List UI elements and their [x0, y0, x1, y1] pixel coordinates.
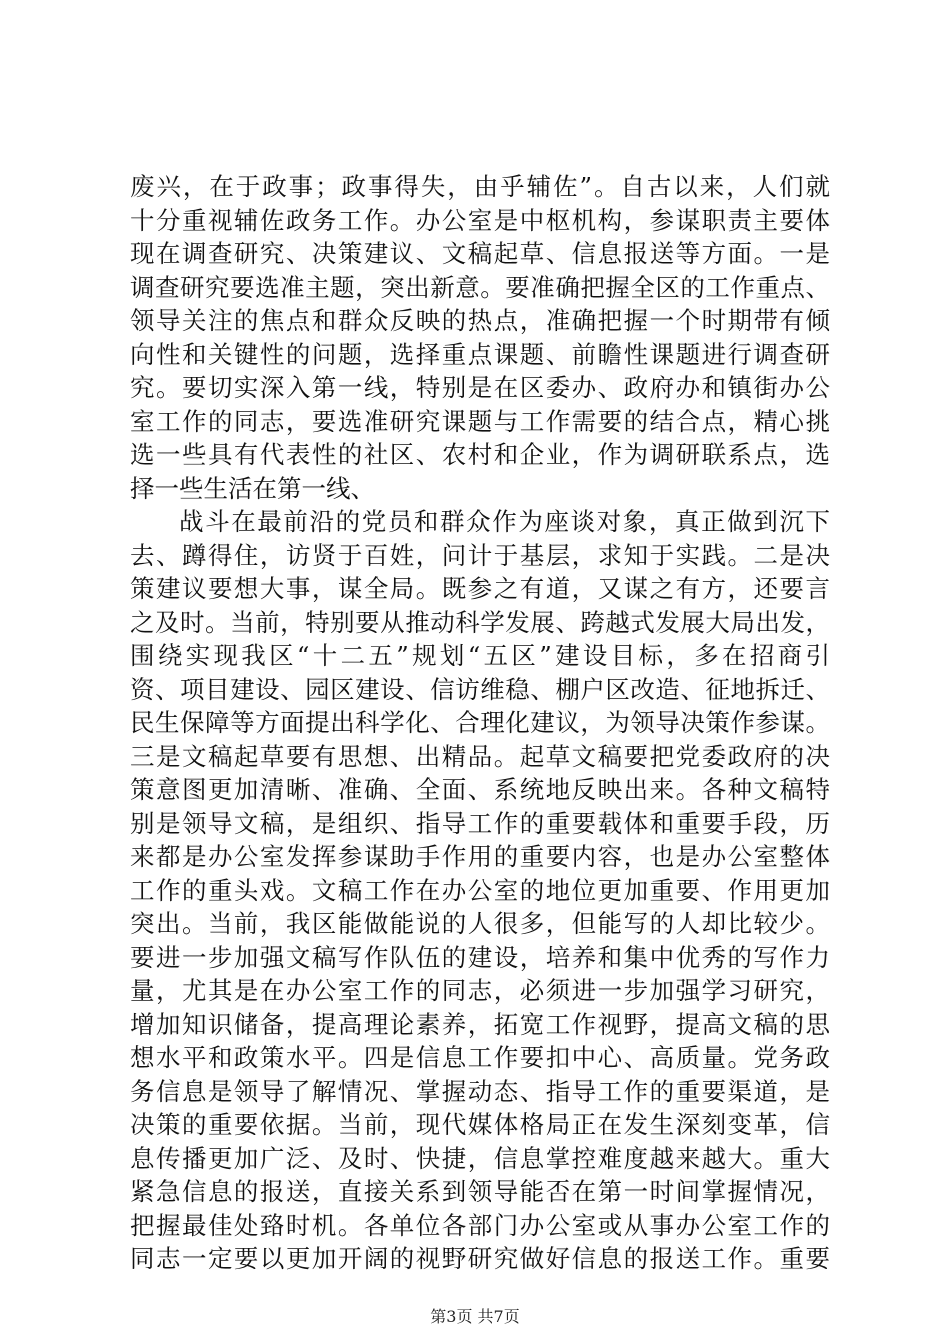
page-number-footer: 第3页 共7页	[430, 1307, 520, 1326]
text-line: 室工作的同志，要选准研究课题与工作需要的结合点，精心挑	[130, 406, 830, 436]
text-line: 领导关注的焦点和群众反映的热点，准确把握一个时期带有倾	[130, 306, 830, 335]
text-line: 息传播更加广泛、及时、快捷，信息掌控难度越来越大。重大	[130, 1143, 830, 1173]
text-line: 围绕实现我区“十二五”规划“五区”建设目标，多在招商引	[130, 641, 830, 670]
text-line: 民生保障等方面提出科学化、合理化建议，为领导决策作参谋。	[130, 708, 830, 737]
text-line: 务信息是领导了解情况、掌握动态、指导工作的重要渠道，是	[130, 1076, 830, 1106]
text-line: 来都是办公室发挥参谋助手作用的重要内容，也是办公室整体	[130, 842, 830, 871]
text-line: 把握最佳处臵时机。各单位各部门办公室或从事办公室工作的	[130, 1210, 830, 1240]
text-line: 策意图更加清晰、准确、全面、系统地反映出来。各种文稿特	[130, 775, 830, 804]
text-line: 选一些具有代表性的社区、农村和企业，作为调研联系点，选	[130, 440, 830, 469]
body-text	[130, 170, 830, 1276]
text-line: 三是文稿起草要有思想、出精品。起草文稿要把党委政府的决	[130, 741, 830, 771]
text-line: 之及时。当前，特别要从推动科学发展、跨越式发展大局出发，	[130, 607, 830, 637]
text-line: 想水平和政策水平。四是信息工作要扣中心、高质量。党务政	[130, 1043, 830, 1072]
text-line: 决策的重要依据。当前，现代媒体格局正在发生深刻变革，信	[130, 1110, 830, 1139]
text-line: 向性和关键性的问题，选择重点课题、前瞻性课题进行调查研	[130, 339, 830, 369]
text-line: 量，尤其是在办公室工作的同志，必须进一步加强学习研究，	[130, 976, 830, 1005]
text-line: 去、蹲得住，访贤于百姓，问计于基层，求知于实践。二是决	[130, 540, 830, 570]
paragraph-first-line: 战斗在最前沿的党员和群众作为座谈对象，真正做到沉下	[179, 507, 830, 536]
text-line: 要进一步加强文稿写作队伍的建设，培养和集中优秀的写作力	[130, 942, 830, 972]
text-line: 现在调查研究、决策建议、文稿起草、信息报送等方面。一是	[130, 239, 830, 268]
text-line: 突出。当前，我区能做能说的人很多，但能写的人却比较少。	[130, 909, 830, 938]
text-line: 资、项目建设、园区建设、信访维稳、棚户区改造、征地拆迁、	[130, 674, 830, 704]
text-line: 策建议要想大事，谋全局。既参之有道，又谋之有方，还要言	[130, 574, 830, 603]
text-line: 择一些生活在第一线、	[130, 473, 375, 503]
text-line: 别是领导文稿，是组织、指导工作的重要载体和重要手段，历	[130, 808, 830, 838]
text-line: 工作的重头戏。文稿工作在办公室的地位更加重要、作用更加	[130, 875, 830, 905]
text-line: 调查研究要选准主题，突出新意。要准确把握全区的工作重点、	[130, 272, 830, 302]
text-line: 增加知识储备，提高理论素养，拓宽工作视野，提高文稿的思	[130, 1009, 830, 1039]
text-line: 废兴，在于政事；政事得失，由乎辅佐”。自古以来，人们就	[130, 172, 830, 201]
text-line: 十分重视辅佐政务工作。办公室是中枢机构，参谋职责主要体	[130, 205, 830, 235]
text-line: 同志一定要以更加开阔的视野研究做好信息的报送工作。重要	[130, 1244, 830, 1273]
text-line: 究。要切实深入第一线，特别是在区委办、政府办和镇街办公	[130, 373, 830, 402]
text-line: 紧急信息的报送，直接关系到领导能否在第一时间掌握情况，	[130, 1177, 830, 1206]
